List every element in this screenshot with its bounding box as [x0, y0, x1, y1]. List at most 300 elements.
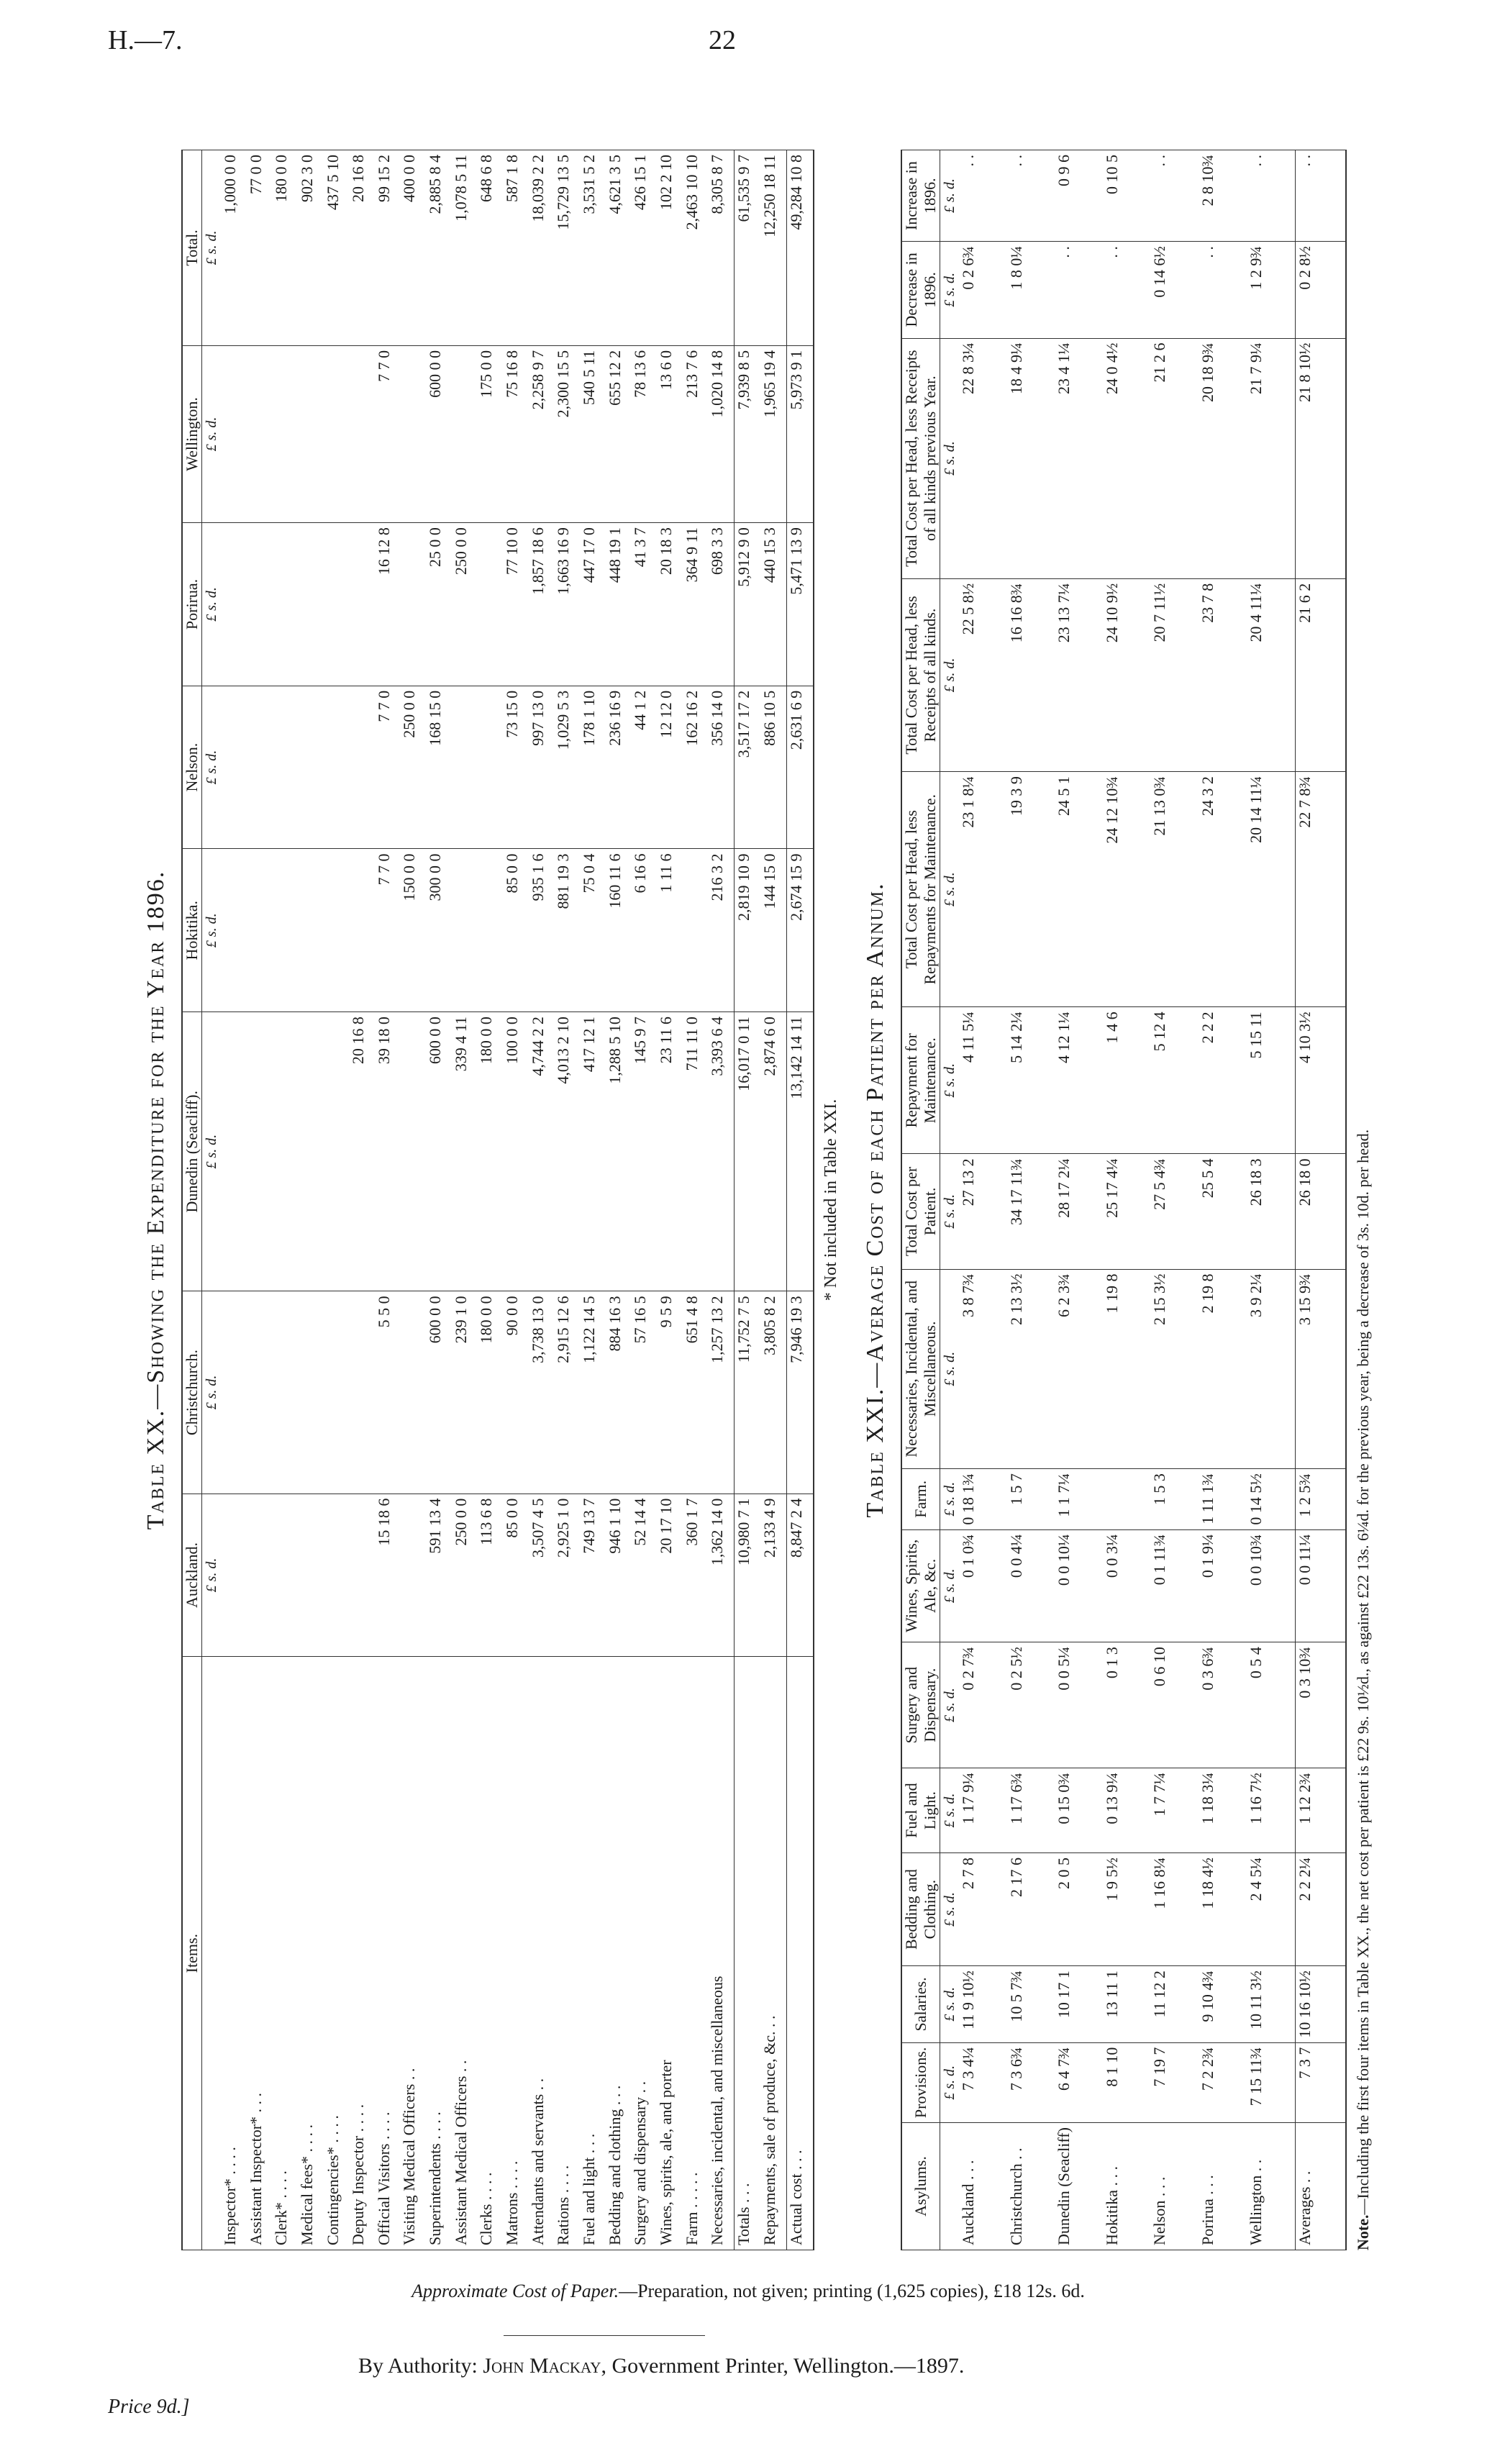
- table-row: [606, 150, 632, 2250]
- table-cell: . .: [1150, 150, 1199, 242]
- table-cell: 698 3 3: [708, 523, 734, 686]
- table-cell: [298, 849, 324, 1012]
- table-cell: 24 12 10¾: [1103, 772, 1151, 1007]
- table-cell: 7 19 7: [1150, 2042, 1199, 2122]
- table-cell: 41 3 7: [631, 523, 657, 686]
- table-cell: . .: [1199, 242, 1247, 338]
- table-cell: 150 0 0: [400, 849, 426, 1012]
- paper-cost-line: [317, 2281, 1180, 2302]
- table-cell: 4 12 1¼: [1055, 1007, 1103, 1154]
- table-cell: 3 9 2¼: [1247, 1269, 1296, 1469]
- table-cell: 7 7 0: [375, 345, 401, 522]
- table-cell: 85 0 0: [503, 1494, 529, 1657]
- table-cell: 3,507 4 5: [529, 1494, 555, 1657]
- table-cell: [452, 345, 478, 522]
- column-header: Total Cost per Head, less Receipts of all kinds.: [901, 578, 940, 771]
- table-cell: 5 14 2¼: [1007, 1007, 1055, 1154]
- table-cell: 21 7 9¼: [1247, 338, 1296, 578]
- units-label: £ s. d.: [202, 345, 222, 522]
- units-label: £ s. d.: [202, 1494, 222, 1657]
- authority-line: [358, 2354, 964, 2378]
- table-cell: [477, 849, 503, 1012]
- averages-cell: 22 7 8¾: [1296, 772, 1346, 1007]
- table-row: [1103, 150, 1151, 2250]
- table-cell: 0 0 10¼: [1055, 1529, 1103, 1642]
- expenditure-table: [181, 150, 814, 2250]
- table-cell: [400, 1291, 426, 1494]
- table-cell: [349, 345, 375, 522]
- table-cell: 6 16 6: [631, 849, 657, 1012]
- table-cell: [247, 345, 273, 522]
- averages-cell: 26 18 0: [1296, 1154, 1346, 1269]
- row-label: Clerk* . . . .: [272, 1657, 298, 2250]
- column-header: Decrease in 1896.: [901, 242, 940, 338]
- table-row: [349, 150, 375, 2250]
- table-cell: 102 2 10: [657, 150, 683, 346]
- table-cell: 7 15 11¾: [1247, 2042, 1296, 2122]
- table-cell: 1 16 7½: [1247, 1768, 1296, 1853]
- table-cell: 0 15 0¾: [1055, 1768, 1103, 1853]
- table-cell: 2 7 8: [959, 1852, 1007, 1965]
- table-cell: [221, 1291, 247, 1494]
- table-cell: 1,078 5 11: [452, 150, 478, 346]
- table-xx-title-prefix: Table XX.—: [142, 1383, 169, 1530]
- table-cell: 0 3 6¾: [1199, 1642, 1247, 1768]
- table-cell: 21 13 0¾: [1150, 772, 1199, 1007]
- table-cell: 7 2 2¾: [1199, 2042, 1247, 2122]
- units-label: £ s. d.: [940, 578, 960, 771]
- table-cell: 2,915 12 6: [554, 1291, 580, 1494]
- table-cell: 23 1 8¼: [959, 772, 1007, 1007]
- table-cell: 250 0 0: [400, 686, 426, 849]
- units-label: £ s. d.: [940, 1269, 960, 1469]
- table-cell: 15,729 13 5: [554, 150, 580, 346]
- table-cell: 1 5 7: [1007, 1469, 1055, 1530]
- average-cost-table: [901, 150, 1347, 2250]
- table-cell: 2,258 9 7: [529, 345, 555, 522]
- table-cell: 749 13 7: [580, 1494, 606, 1657]
- column-header: Auckland.: [182, 1494, 202, 1657]
- table-cell: [324, 686, 350, 849]
- table-cell: . .: [1055, 242, 1103, 338]
- table-cell: 24 5 1: [1055, 772, 1103, 1007]
- table-row: [1247, 150, 1296, 2250]
- table-cell: [272, 686, 298, 849]
- table-cell: 2,925 1 0: [554, 1494, 580, 1657]
- table-cell: 0 2 6¾: [959, 242, 1007, 338]
- row-label: Surgery and dispensary . .: [631, 1657, 657, 2250]
- table-row: [1199, 150, 1247, 2250]
- repayments-cell: 3,805 8 2: [760, 1291, 786, 1494]
- units-label: £ s. d.: [940, 242, 960, 338]
- table-cell: 178 1 10: [580, 686, 606, 849]
- table-cell: [298, 523, 324, 686]
- table-cell: [298, 1012, 324, 1291]
- table-row: [683, 150, 709, 2250]
- table-cell: 7 3 6¾: [1007, 2042, 1055, 2122]
- table-cell: 39 18 0: [375, 1012, 401, 1291]
- table-cell: 0 0 5¼: [1055, 1642, 1103, 1768]
- units-label: £ s. d.: [202, 1012, 222, 1291]
- table-cell: [272, 1012, 298, 1291]
- table-cell: 23 11 6: [657, 1012, 683, 1291]
- row-label: Deputy Inspector . . . .: [349, 1657, 375, 2250]
- printer-name: John Mackay: [483, 2354, 601, 2378]
- actual-cell: 2,674 15 9: [786, 849, 814, 1012]
- table-cell: 20 16 8: [349, 1012, 375, 1291]
- table-cell: 20 18 9¾: [1199, 338, 1247, 578]
- table-cell: [477, 523, 503, 686]
- table-xx-block: [137, 150, 856, 2250]
- column-header: Salaries.: [901, 1966, 940, 2043]
- averages-row: [1296, 150, 1346, 2250]
- table-cell: 587 1 8: [503, 150, 529, 346]
- table-cell: 18,039 2 2: [529, 150, 555, 346]
- table-cell: 44 1 2: [631, 686, 657, 849]
- table-cell: 4,744 2 2: [529, 1012, 555, 1291]
- table-row: [708, 150, 734, 2250]
- table-cell: 13 6 0: [657, 345, 683, 522]
- totals-cell: 61,535 9 7: [735, 150, 760, 346]
- table-cell: [247, 1012, 273, 1291]
- table-cell: 213 7 6: [683, 345, 709, 522]
- averages-cell: 2 2 2¼: [1296, 1852, 1346, 1965]
- table-cell: 655 12 2: [606, 345, 632, 522]
- table-cell: [683, 849, 709, 1012]
- table-cell: 10 11 3½: [1247, 1966, 1296, 2043]
- row-label: Official Visitors . . . .: [375, 1657, 401, 2250]
- table-cell: 0 2 5½: [1007, 1642, 1055, 1768]
- asylum-name: Nelson . . .: [1150, 2123, 1199, 2250]
- units-label: £ s. d.: [940, 1642, 960, 1768]
- table-cell: . .: [1103, 242, 1151, 338]
- table-cell: 591 13 4: [426, 1494, 452, 1657]
- table-cell: [298, 1291, 324, 1494]
- column-header: Wellington.: [182, 345, 202, 522]
- table-cell: 27 5 4¾: [1150, 1154, 1199, 1269]
- units-label: £ s. d.: [940, 1154, 960, 1269]
- table-cell: 1,000 0 0: [221, 150, 247, 346]
- table-cell: 236 16 9: [606, 686, 632, 849]
- table-cell: 0 5 4: [1247, 1642, 1296, 1768]
- averages-label: Averages . .: [1296, 2123, 1346, 2250]
- column-header: Provisions.: [901, 2042, 940, 2122]
- column-header: Total Cost per Patient.: [901, 1154, 940, 1269]
- averages-cell: 0 2 8½: [1296, 242, 1346, 338]
- row-label: Clerks . . . .: [477, 1657, 503, 2250]
- page-number: 22: [709, 25, 736, 55]
- column-header: Total Cost per Head, less Receipts of all kinds previous Year.: [901, 338, 940, 578]
- table-cell: 600 0 0: [426, 1291, 452, 1494]
- table-cell: 2 19 8: [1199, 1269, 1247, 1469]
- table-cell: [298, 345, 324, 522]
- table-cell: 1,029 5 3: [554, 686, 580, 849]
- table-xxi-note: [1354, 150, 1373, 2250]
- totals-label: Totals . . .: [735, 1657, 760, 2250]
- averages-cell: 3 15 9¾: [1296, 1269, 1346, 1469]
- table-cell: 22 5 8½: [959, 578, 1007, 771]
- column-header: Christchurch.: [182, 1291, 202, 1494]
- table-cell: 6 4 7¾: [1055, 2042, 1103, 2122]
- averages-cell: 0 0 11¼: [1296, 1529, 1346, 1642]
- table-cell: 180 0 0: [477, 1012, 503, 1291]
- row-label: Contingencies* . . . .: [324, 1657, 350, 2250]
- table-cell: 0 1 11¾: [1150, 1529, 1199, 1642]
- table-cell: 2,885 8 4: [426, 150, 452, 346]
- authority-suffix: , Government Printer, Wellington.—1897.: [601, 2354, 965, 2378]
- actual-cell: 2,631 6 9: [786, 686, 814, 849]
- table-cell: 5 15 11: [1247, 1007, 1296, 1154]
- table-row: [529, 150, 555, 2250]
- footer-divider: [504, 2335, 705, 2336]
- units-label: £ s. d.: [940, 2042, 960, 2122]
- table-cell: 0 1 9¼: [1199, 1529, 1247, 1642]
- table-cell: 7 7 0: [375, 849, 401, 1012]
- row-label: Assistant Medical Officers . .: [452, 1657, 478, 2250]
- table-cell: 160 11 6: [606, 849, 632, 1012]
- table-cell: [324, 1012, 350, 1291]
- table-cell: [324, 523, 350, 686]
- table-cell: [400, 523, 426, 686]
- table-cell: 57 16 5: [631, 1291, 657, 1494]
- table-cell: 356 14 0: [708, 686, 734, 849]
- table-cell: 1 2 9¾: [1247, 242, 1296, 338]
- table-cell: 77 0 0: [247, 150, 273, 346]
- row-label: Farm . . . . .: [683, 1657, 709, 2250]
- table-cell: 0 6 10: [1150, 1642, 1199, 1768]
- averages-cell: 0 3 10¾: [1296, 1642, 1346, 1768]
- table-cell: 3 8 7¾: [959, 1269, 1007, 1469]
- table-cell: . .: [959, 150, 1007, 242]
- actual-cell: 7,946 19 3: [786, 1291, 814, 1494]
- table-cell: [298, 686, 324, 849]
- column-header: Total.: [182, 150, 202, 346]
- totals-cell: 10,980 7 1: [735, 1494, 760, 1657]
- table-cell: 0 13 9¼: [1103, 1768, 1151, 1853]
- totals-cell: 2,819 10 9: [735, 849, 760, 1012]
- table-row: [221, 150, 247, 2250]
- units-label: £ s. d.: [940, 1529, 960, 1642]
- row-label: Assistant Inspector* . . .: [247, 1657, 273, 2250]
- table-cell: [221, 345, 247, 522]
- table-cell: 400 0 0: [400, 150, 426, 346]
- column-header: Necessaries, Incidental, and Miscellaneous.: [901, 1269, 940, 1469]
- totals-cell: 7,939 8 5: [735, 345, 760, 522]
- actual-label: Actual cost . . .: [786, 1657, 814, 2250]
- table-cell: [221, 686, 247, 849]
- table-cell: 0 0 4¼: [1007, 1529, 1055, 1642]
- actual-cell: 49,284 10 8: [786, 150, 814, 346]
- table-cell: 20 17 10: [657, 1494, 683, 1657]
- table-row: [1055, 150, 1103, 2250]
- table-xxi-block: [856, 150, 1487, 2250]
- table-cell: [221, 1494, 247, 1657]
- table-cell: 360 1 7: [683, 1494, 709, 1657]
- table-cell: [272, 523, 298, 686]
- repayments-cell: 2,874 6 0: [760, 1012, 786, 1291]
- table-cell: 300 0 0: [426, 849, 452, 1012]
- table-cell: 85 0 0: [503, 849, 529, 1012]
- units-label: £ s. d.: [940, 338, 960, 578]
- table-row: [959, 150, 1007, 2250]
- table-cell: 23 4 1¼: [1055, 338, 1103, 578]
- table-cell: 11 9 10½: [959, 1966, 1007, 2043]
- row-label: Visiting Medical Officers . .: [400, 1657, 426, 2250]
- totals-cell: 16,017 0 11: [735, 1012, 760, 1291]
- column-header: Hokitika.: [182, 849, 202, 1012]
- table-xx-title-text: Showing the Expenditure for the Year 1896.: [142, 870, 169, 1383]
- asylum-name: Dunedin (Seacliff): [1055, 2123, 1103, 2250]
- paper-cost-label: Approximate Cost of Paper.: [411, 2281, 619, 2301]
- table-cell: 0 1 0¾: [959, 1529, 1007, 1642]
- repayments-cell: 440 15 3: [760, 523, 786, 686]
- table-cell: [477, 686, 503, 849]
- table-cell: 4 11 5¼: [959, 1007, 1007, 1154]
- units-label: £ s. d.: [940, 772, 960, 1007]
- table-row: [452, 150, 478, 2250]
- repayments-cell: 12,250 18 11: [760, 150, 786, 346]
- averages-cell: 4 10 3½: [1296, 1007, 1346, 1154]
- table-cell: 364 9 11: [683, 523, 709, 686]
- table-cell: 23 7 8: [1199, 578, 1247, 771]
- column-header: Dunedin (Seacliff).: [182, 1012, 202, 1291]
- units-label: £ s. d.: [202, 150, 222, 346]
- table-cell: 447 17 0: [580, 523, 606, 686]
- table-cell: 24 10 9½: [1103, 578, 1151, 771]
- table-cell: 10 5 7¾: [1007, 1966, 1055, 2043]
- repayments-cell: 144 15 0: [760, 849, 786, 1012]
- table-cell: 0 0 3¼: [1103, 1529, 1151, 1642]
- table-xxi-title-prefix: Table XXI.—: [862, 1361, 888, 1518]
- table-cell: 0 2 7¾: [959, 1642, 1007, 1768]
- table-cell: 34 17 11¾: [1007, 1154, 1055, 1269]
- asylum-name: Auckland . . .: [959, 2123, 1007, 2250]
- table-cell: 1 7 7¼: [1150, 1768, 1199, 1853]
- averages-cell: 1 2 5¾: [1296, 1469, 1346, 1530]
- table-cell: 540 5 11: [580, 345, 606, 522]
- table-cell: [247, 849, 273, 1012]
- asylum-name: Christchurch . .: [1007, 2123, 1055, 2250]
- table-cell: 20 14 11¼: [1247, 772, 1296, 1007]
- column-header: Total Cost per Head, less Repayments for Maintenance.: [901, 772, 940, 1007]
- actual-cell: 8,847 2 4: [786, 1494, 814, 1657]
- actual-cell: 5,471 13 9: [786, 523, 814, 686]
- table-cell: 0 10 5: [1103, 150, 1151, 242]
- table-cell: 25 5 4: [1199, 1154, 1247, 1269]
- table-cell: 0 14 6½: [1150, 242, 1199, 338]
- table-row: [375, 150, 401, 2250]
- actual-row: [786, 150, 814, 2250]
- table-cell: 3,531 5 2: [580, 150, 606, 346]
- table-cell: [400, 345, 426, 522]
- table-cell: 2 8 10¾: [1199, 150, 1247, 242]
- table-cell: [349, 1291, 375, 1494]
- table-cell: 0 9 6: [1055, 150, 1103, 242]
- table-xxi-title-text: Average Cost of each Patient per Annum.: [862, 882, 888, 1362]
- table-cell: [247, 686, 273, 849]
- table-cell: 1,020 14 8: [708, 345, 734, 522]
- table-cell: [247, 523, 273, 686]
- table-cell: [400, 1012, 426, 1291]
- column-header: Asylums.: [901, 2123, 940, 2250]
- averages-cell: 1 12 2¾: [1296, 1768, 1346, 1853]
- table-cell: 23 13 7¼: [1055, 578, 1103, 771]
- table-cell: [247, 1291, 273, 1494]
- table-cell: 0 18 1¾: [959, 1469, 1007, 1530]
- table-cell: 77 10 0: [503, 523, 529, 686]
- table-cell: [298, 1494, 324, 1657]
- table-cell: 1 17 9¼: [959, 1768, 1007, 1853]
- averages-cell: 21 8 10½: [1296, 338, 1346, 578]
- row-label: Bedding and clothing . . .: [606, 1657, 632, 2250]
- table-cell: [324, 1291, 350, 1494]
- table-cell: [1103, 1469, 1151, 1530]
- table-cell: [324, 849, 350, 1012]
- table-cell: 1 18 3¼: [1199, 1768, 1247, 1853]
- totals-cell: 3,517 17 2: [735, 686, 760, 849]
- table-cell: [349, 849, 375, 1012]
- table-cell: 946 1 10: [606, 1494, 632, 1657]
- table-cell: 0 14 5½: [1247, 1469, 1296, 1530]
- table-cell: 2 4 5¼: [1247, 1852, 1296, 1965]
- table-cell: 9 5 9: [657, 1291, 683, 1494]
- price-label: Price 9d.]: [108, 2396, 190, 2418]
- row-label: Medical fees* . . . .: [298, 1657, 324, 2250]
- table-cell: 2 13 3½: [1007, 1269, 1055, 1469]
- averages-cell: 10 16 10½: [1296, 1966, 1346, 2043]
- table-cell: 28 17 2¼: [1055, 1154, 1103, 1269]
- table-cell: 1 19 8: [1103, 1269, 1151, 1469]
- table-cell: 100 0 0: [503, 1012, 529, 1291]
- table-cell: 417 12 1: [580, 1012, 606, 1291]
- table-row: [247, 150, 273, 2250]
- table-cell: [221, 1012, 247, 1291]
- table-cell: 25 0 0: [426, 523, 452, 686]
- table-row: [657, 150, 683, 2250]
- table-cell: [272, 345, 298, 522]
- table-cell: 75 0 4: [580, 849, 606, 1012]
- table-cell: 18 4 9¼: [1007, 338, 1055, 578]
- page-header-code: H.—7.: [108, 25, 183, 55]
- table-cell: 12 12 0: [657, 686, 683, 849]
- table-cell: 1,257 13 2: [708, 1291, 734, 1494]
- table-cell: [272, 1291, 298, 1494]
- table-row: [272, 150, 298, 2250]
- averages-cell: 21 6 2: [1296, 578, 1346, 771]
- table-cell: . .: [1007, 150, 1055, 242]
- paper-cost-text: —Preparation, not given; printing (1,625 copies), £18 12s. 6d.: [619, 2281, 1085, 2301]
- table-cell: 1 17 6¾: [1007, 1768, 1055, 1853]
- table-cell: 13 11 1: [1103, 1966, 1151, 2043]
- table-xx-title: [137, 150, 176, 2250]
- table-cell: [272, 1494, 298, 1657]
- table-row: [426, 150, 452, 2250]
- table-cell: [221, 849, 247, 1012]
- repayments-cell: 886 10 5: [760, 686, 786, 849]
- units-label: £ s. d.: [940, 150, 960, 242]
- table-cell: 997 13 0: [529, 686, 555, 849]
- units-label: £ s. d.: [940, 1768, 960, 1853]
- row-label: Matrons . . . .: [503, 1657, 529, 2250]
- row-label: Rations . . . .: [554, 1657, 580, 2250]
- table-cell: 22 8 3¼: [959, 338, 1007, 578]
- table-cell: 648 6 8: [477, 150, 503, 346]
- table-cell: [349, 686, 375, 849]
- table-row: [400, 150, 426, 2250]
- table-cell: 26 18 3: [1247, 1154, 1296, 1269]
- table-cell: 180 0 0: [272, 150, 298, 346]
- table-cell: [247, 1494, 273, 1657]
